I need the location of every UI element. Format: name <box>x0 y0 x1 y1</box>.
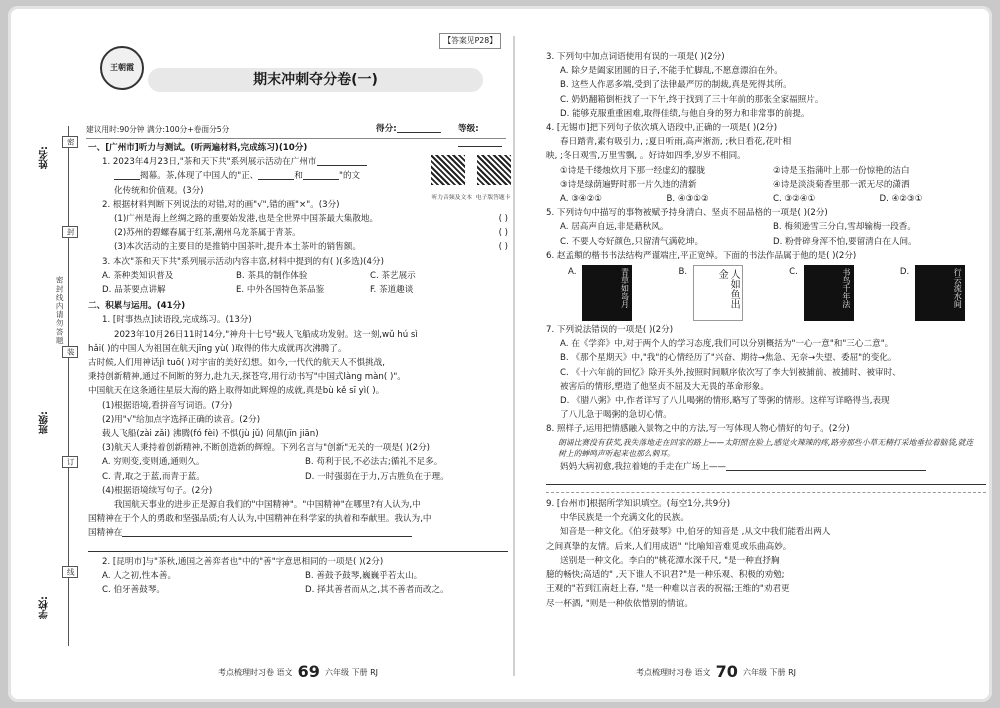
calligraphy-image: 青草如岛月 <box>582 265 632 321</box>
options: A. ③④②① B. ④③①② C. ③②④① D. ④②③① <box>560 194 923 205</box>
exam-spread <box>8 6 992 702</box>
question: 6. 赵孟頫的楷书书法结构严谨端庄,平正宽绰。下面的书法作品属于他的是( )(2分) <box>546 250 857 261</box>
passage-line: 之间真挚的友情。后来,人们用成语" "比喻知音难觅或乐曲高妙。 <box>546 541 792 552</box>
option: A. 除夕是阖家团圆的日子,不能手忙脚乱,不愿意漂泊在外。 <box>560 66 783 77</box>
passage-line: 中国航天在这条通往星辰大海的路上取得如此辉煌的成就,真是bù kě sī yì( )。 <box>88 386 385 397</box>
passage-line: 国精神在 <box>88 526 508 540</box>
sub-question: (2)用"√"给加点字选择正确的读音。(2分) <box>102 414 261 425</box>
question: 1. [时事热点]读语段,完成练习。(13分) <box>102 315 252 326</box>
passage-line: 国精神在于个人的勇敢和坚强品质;有人认为,中国精神在科学家的执着和奉献里。我认为,中 <box>88 514 432 525</box>
question: 2. [昆明市]与"茶秋,通国之善弈者也"中的"善"字意思相同的一项是( )(2分) <box>102 556 384 567</box>
passage-line: 春日踏青,素有吸引力, ;夏日听雨,高声淅沥, ;秋日看花,花叶相 <box>560 137 792 148</box>
grade-label: 等级: <box>458 122 506 150</box>
calligraphy-option[interactable]: D. 行云流水间 <box>900 265 965 321</box>
page-number: 69 <box>297 661 320 681</box>
left-page <box>8 6 513 702</box>
option: C. 奶奶翻箱倒柜找了一下午,终于找到了三十年前的那张全家福照片。 <box>560 94 824 105</box>
option: B. 这些人作恶多端,受到了法律最严厉的制裁,真是死得其所。 <box>560 80 792 91</box>
passage-line: 中华民族是一个充满文化的民族。 <box>560 513 689 524</box>
calligraphy-options <box>546 265 986 321</box>
example-passage: 朗诵比赛没有获奖,我失落地走在回家的路上——太阳照在脸上,感觉火辣辣的疼,路旁那些小草无精打采地垂拉着脑袋,就连树上的蝉鸣声听起来也那么刺耳。 <box>558 437 974 459</box>
option: D. 能够克服重重困难,取得佳绩,与他自身的努力和非常事的前提。 <box>560 108 810 119</box>
answer-reference: 【答案见P28】 <box>439 33 501 49</box>
sentence-options: ①诗是千缕烛炊月下那一经虚幻的朦胧 ②诗是玉指蒲叶上那一份惊艳的洁白 ③诗是绿荫遍野时那一片久违的清新 ④诗是淡淡菊香里那一派无尽的潇洒 <box>560 165 910 190</box>
passage-line: 映, ;冬日观雪,万里雪飘, 。好诗如四季,岁岁不相同。 <box>546 151 746 162</box>
answer-line[interactable] <box>546 474 986 488</box>
page-gutter <box>513 36 515 676</box>
left-content <box>88 141 511 598</box>
calligraphy-option[interactable]: B. 人如鱼出金 <box>678 265 743 321</box>
calligraphy-image: 人如鱼出金 <box>693 265 743 321</box>
passage-line: 臆的畅快;高适的" ,天下谁人不识君?"是一种乐观、积极的劝勉; <box>546 570 785 581</box>
calligraphy-image: 行云流水间 <box>915 265 965 321</box>
option: 被害后的情形,塑造了他坚贞不屈及大无畏的革命形象。 <box>560 381 769 392</box>
passage-line: 知音是一种文化。《伯牙鼓琴》中,伯牙的知音是 ,从文中我们能看出两人 <box>560 527 831 538</box>
binding-sidebar <box>36 126 76 646</box>
option: C. 《十六年前的回忆》除开头外,按照时间顺序依次写了李大钊被捕前、被捕时、被审时、 <box>560 367 901 378</box>
question: 7. 下列说法错误的一项是( )(2分) <box>546 325 674 336</box>
passage-line: 秉持创新精神,通过不间断的努力,赴九天,探苍穹,用行动书写"中国式làng màn( )"。 <box>88 372 406 383</box>
time-score-info: 建议用时:90分钟 满分:100分+卷面分5分 <box>86 125 230 134</box>
calligraphy-image: 书鸟千年法 <box>804 265 854 321</box>
passage-line: 尽一杯酒, "则是一种依依惜别的情谊。 <box>546 598 693 609</box>
sub-question: (4)根据语境续写句子。(2分) <box>102 485 213 496</box>
question: 4. [无锡市]把下列句子依次填入语段中,正确的一项是( )(2分) <box>546 123 778 134</box>
question: 1. 2023年4月23日,"茶和天下共"系列展示活动在广州市 <box>88 155 508 169</box>
question: 9. [台州市]根据所学知识填空。(每空1分,共9分) <box>546 499 731 510</box>
question: 3. 下列句中加点词语使用有误的一项是( )(2分) <box>546 52 725 62</box>
seal-mark: 订 <box>62 456 78 468</box>
right-footer: 考点梳理时习卷 语文 70 六年级 下册 RJ <box>636 661 797 681</box>
exam-meta <box>86 123 506 139</box>
name-label: 姓名: <box>39 146 50 169</box>
sub-question: (3)航天人秉持着创新精神,不断创造新的辉煌。下列名言与"创新"无关的一项是( )(2分) <box>102 443 431 454</box>
options: A. 居高声自远,非是藉秋风。 B. 梅须逊雪三分白,雪却输梅一段香。 C. 不要人夸好颜色,只留清气满乾坤。 D. 粉骨碎身浑不怕,要留清白在人间。 <box>560 222 917 247</box>
seal-mark: 密 <box>62 136 78 148</box>
question: 2. 根据材料判断下列说法的对错,对的画"√",错的画"×"。(3分) <box>102 199 340 210</box>
options: A. 茶种类知识普及 B. 茶具的制作体验 C. 茶艺展示 D. 品茶要点讲解 E. 中外各国特色茶品鉴 F. 茶道趣谈 <box>102 270 416 296</box>
section-1-title: 一、[广州市]听力与测试。(听两遍材料,完成练习)(10分) <box>88 143 308 153</box>
writing-task: 妈妈大病初愈,我拉着她的手走在广场上—— <box>546 460 986 474</box>
calligraphy-option[interactable]: C. 书鸟千年法 <box>789 265 854 321</box>
question: 5. 下列诗句中描写的事物被赋予持身清白、坚贞不屈品格的一项是( )(2分) <box>546 208 828 219</box>
passage-line: 2023年10月26日11时14分,"神舟十七号"载人飞船成功发射。这一刻,wǔ hú sì <box>114 329 418 340</box>
right-content <box>546 50 986 611</box>
pronunciation-options: 载人飞船(zài zǎi) 沸腾(fó fèi) 不惧(jù jǔ) 问鼎(jīn jiān) <box>102 429 319 440</box>
passage-line: 送别是一种文化。李白的"桃花潭水深千尺, "是一种直抒胸 <box>560 555 780 566</box>
qr-code-icon[interactable] <box>431 155 465 185</box>
page-number: 70 <box>715 661 738 681</box>
options: A. 人之初,性本善。 B. 善鼓予鼓琴,巍巍乎若太山。 C. 伯牙善鼓琴。 D. 择其善者而从之,其不善者而改之。 <box>102 571 449 596</box>
question-line: (1)广州是海上丝绸之路的重要始发港,也是全世界中国茶最大集散地。 ( ) <box>114 214 508 225</box>
left-footer: 考点梳理时习卷 语文 69 六年级 下册 RJ <box>218 661 379 681</box>
question-line: 化传统和价值观。(3分) <box>114 185 204 196</box>
question-line: (3)本次活动的主要目的是推销中国茶叶,提升本土茶叶的销售额。 ( ) <box>114 242 508 253</box>
option: B. 《那个星期天》中,"我"的心情经历了"兴奋、期待→焦急、无奈→失望、委屈"的变化。 <box>560 353 897 364</box>
publisher-logo: 王朝霞 <box>100 46 144 90</box>
seal-mark: 封 <box>62 226 78 238</box>
question-line: 揭幕。茶,体现了中国人的"正、 和 "的文 <box>88 169 508 183</box>
school-label: 学校: <box>39 596 50 619</box>
question: 8. 照样子,运用把情感融入景物之中的方法,写一写体现人物心情好的句子。(2分) <box>546 424 850 435</box>
option: A. 在《学弈》中,对于两个人的学习态度,我们可以分别概括为"一心一意"和"三心二意"。 <box>560 339 894 350</box>
calligraphy-option[interactable]: A. 青草如岛月 <box>568 265 632 321</box>
passage-line: 我国航天事业的进步正是源自我们的"中国精神"。"中国精神"在哪里?有人认为,中 <box>114 500 421 511</box>
option: 了八儿急于喝粥的急切心情。 <box>560 410 672 421</box>
qr-codes: 听力音频及文本 电子版答题卡 <box>426 155 516 205</box>
score-label: 得分: <box>376 122 441 136</box>
right-page <box>518 6 992 702</box>
seal-note: 密封线内请勿答题 <box>55 276 65 345</box>
answer-line[interactable] <box>88 541 508 555</box>
option: D. 《腊八粥》中,作者详写了八儿喝粥的情形,略写了等粥的情形。这样写详略得当,表现 <box>560 396 890 407</box>
passage-line: hǎi( )的中国人为祖国在航天jīng yù( )取得的伟大成就再次沸腾了。 <box>88 343 347 354</box>
seal-mark: 线 <box>62 566 78 578</box>
passage-line: 古时候,人们用神话jì tuō( )对宇宙的美好幻想。如今,一代代的航天人不惧挑战, <box>88 358 386 369</box>
options: A. 穷则变,变则通,通则久。 B. 苟利于民,不必法古;循礼不足多。 C. 青,取之于蓝,而青于蓝。 D. 一时强弱在于力,万古胜负在于理。 <box>102 457 449 482</box>
sub-question: (1)根据语境,看拼音写词语。(7分) <box>102 400 233 411</box>
qr-code-icon[interactable] <box>477 155 511 185</box>
class-label: 班级: <box>39 411 50 434</box>
question-line: (2)苏州的碧螺春属于红茶,潮州乌龙茶属于青茶。 ( ) <box>114 228 508 239</box>
divider <box>546 492 986 493</box>
seal-mark: 装 <box>62 346 78 358</box>
question: 3. 本次"茶和天下共"系列展示活动内容丰富,材料中提到的有( )(多选)(4分) <box>102 256 384 267</box>
passage-line: 王观的"若到江南赶上春, "是一种难以言表的祝福;王维的"劝君更 <box>546 584 790 595</box>
section-2-title: 二、积累与运用。(41分) <box>88 301 186 312</box>
exam-title: 期末冲刺夺分卷(一) <box>148 68 483 92</box>
